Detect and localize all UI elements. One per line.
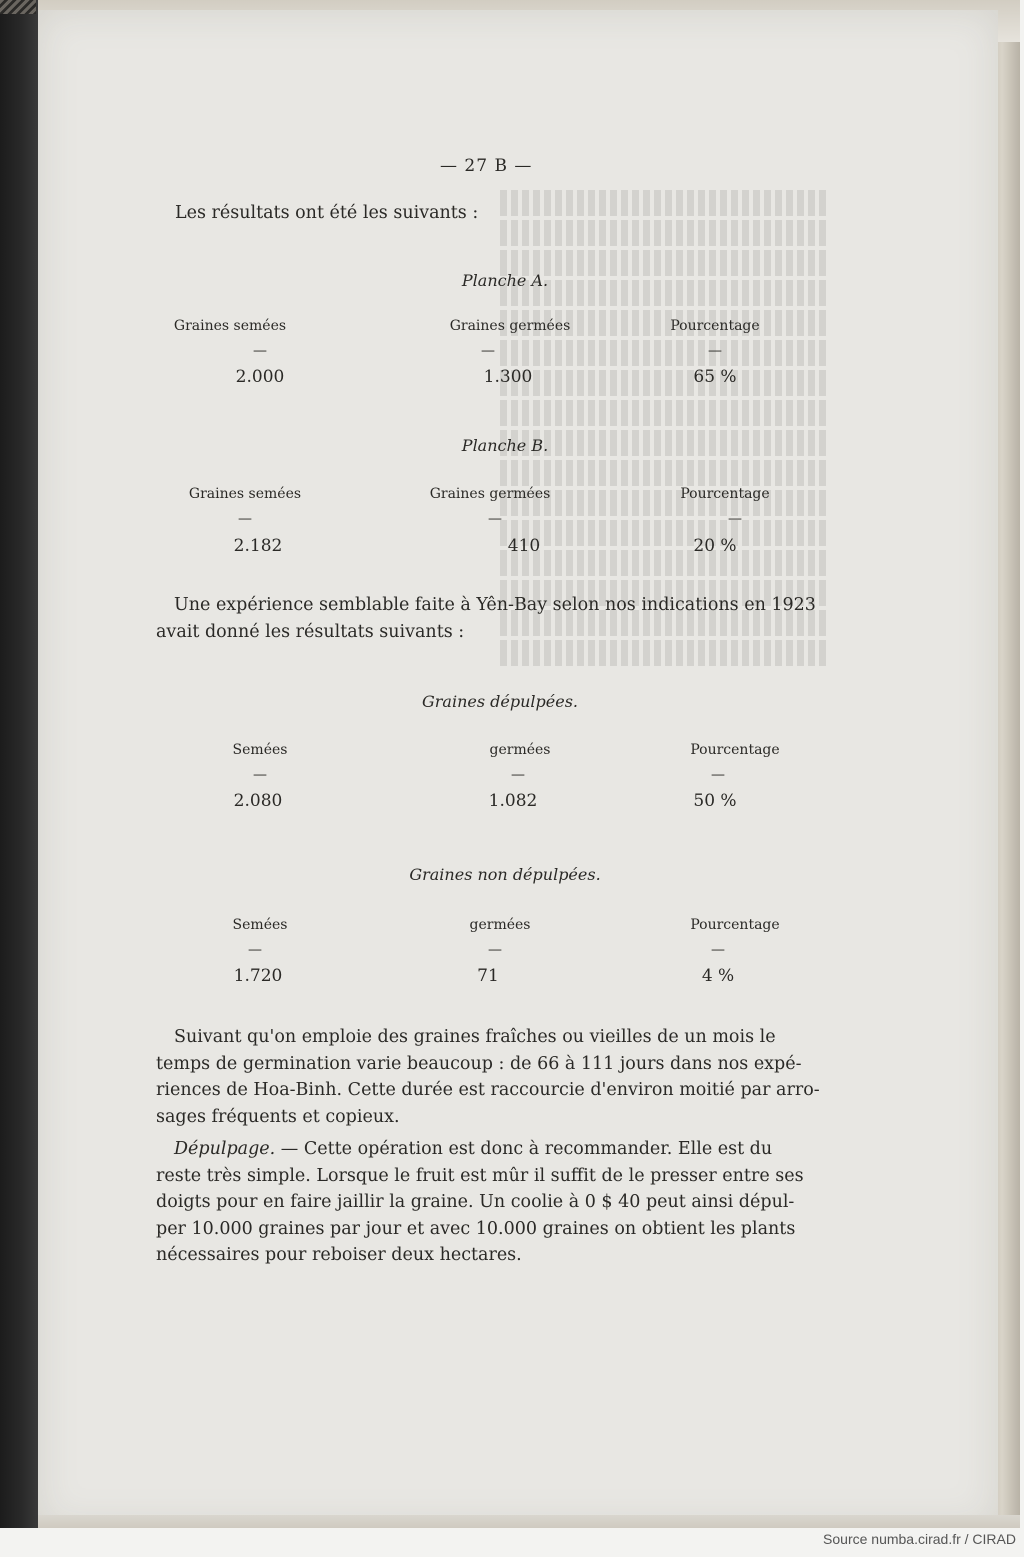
dash: —	[711, 767, 725, 783]
depulpage-line-2: reste très simple. Lorsque le fruit est mûr il suffit de le presser entre ses	[156, 1165, 804, 1186]
depulpage-line-3: doigts pour en faire jaillir la graine. Un coolie à 0 $ 40 peut ainsi dépul-	[156, 1192, 795, 1212]
germination-line-2: temps de germination varie beaucoup : de 66 à 111 jours dans nos expé-	[156, 1053, 802, 1074]
experience-paragraph	[156, 592, 846, 645]
depulpees-col-germinated: germées	[489, 742, 551, 758]
depulpage-lead: Dépulpage.	[174, 1139, 276, 1159]
depulpage-line-5: nécessaires pour reboiser deux hectares.	[156, 1245, 522, 1265]
page-bottom-edge	[38, 1515, 1020, 1528]
dash: —	[728, 511, 742, 527]
planche-a-col-percent: Pourcentage	[670, 318, 760, 334]
dash: —	[253, 767, 267, 783]
dash: —	[711, 942, 725, 958]
planche-b-sown-value: 2.182	[233, 536, 283, 556]
dash: —	[248, 942, 262, 958]
germination-line-4: sages fréquents et copieux.	[156, 1106, 400, 1127]
page-number: — 27 B —	[440, 156, 533, 176]
planche-b-col-sown: Graines semées	[188, 486, 302, 502]
planche-b-percent-value: 20 %	[693, 536, 737, 556]
depulpees-percent-value: 50 %	[693, 791, 737, 811]
dash: —	[481, 343, 495, 359]
non-depulpees-title: Graines non dépulpées.	[409, 865, 601, 884]
non-depulpees-col-sown: Semées	[232, 917, 288, 933]
depulpees-title: Graines dépulpées.	[421, 692, 578, 711]
book-binding	[0, 0, 38, 1528]
planche-a-col-sown: Graines semées	[173, 318, 287, 334]
depulpees-col-percent: Pourcentage	[690, 742, 780, 758]
planche-a-title: Planche A.	[461, 271, 549, 290]
experience-line-2: avait donné les résultats suivants :	[156, 621, 465, 642]
dash: —	[488, 511, 502, 527]
non-depulpees-col-percent: Pourcentage	[690, 917, 780, 933]
non-depulpees-sown-value: 1.720	[233, 966, 283, 986]
planche-b-title: Planche B.	[461, 436, 549, 455]
source-credit: Source numba.cirad.fr / CIRAD	[823, 1531, 1016, 1547]
dash: —	[511, 767, 525, 783]
germination-line-3: riences de Hoa-Binh. Cette durée est raccourcie d'environ moitié par arro-	[156, 1080, 820, 1100]
planche-a-percent-value: 65 %	[693, 367, 737, 387]
dash: —	[488, 942, 502, 958]
planche-b-germinated-value: 410	[507, 536, 541, 556]
depulpage-paragraph	[156, 1136, 821, 1269]
dash: —	[708, 343, 722, 359]
non-depulpees-col-germinated: germées	[469, 917, 531, 933]
non-depulpees-percent-value: 4 %	[701, 966, 735, 986]
depulpage-line-4: per 10.000 graines par jour et avec 10.000 graines on obtient les plants	[156, 1218, 796, 1239]
planche-a-germinated-value: 1.300	[483, 367, 533, 387]
depulpees-germinated-value: 1.082	[488, 791, 538, 811]
planche-a-sown-value: 2.000	[235, 367, 285, 387]
intro-text: Les résultats ont été les suivants :	[175, 203, 479, 223]
dash: —	[238, 511, 252, 527]
depulpage-line-1-rest: — Cette opération est donc à recommander. Elle est du	[275, 1139, 773, 1159]
non-depulpees-germinated-value: 71	[477, 966, 499, 986]
planche-b-col-germinated: Graines germées	[429, 486, 551, 502]
dash: —	[253, 343, 267, 359]
binding-cloth	[0, 0, 36, 14]
depulpees-col-sown: Semées	[232, 742, 288, 758]
depulpage-line-1	[156, 1136, 821, 1163]
planche-b-col-percent: Pourcentage	[680, 486, 770, 502]
experience-line-1: Une expérience semblable faite à Yên-Bay selon nos indications en 1923	[174, 595, 816, 615]
germination-paragraph	[156, 1024, 821, 1130]
germination-line-1: Suivant qu'on emploie des graines fraîches ou vieilles de un mois le	[174, 1027, 776, 1047]
depulpees-sown-value: 2.080	[233, 791, 283, 811]
planche-a-col-germinated: Graines germées	[449, 318, 571, 334]
